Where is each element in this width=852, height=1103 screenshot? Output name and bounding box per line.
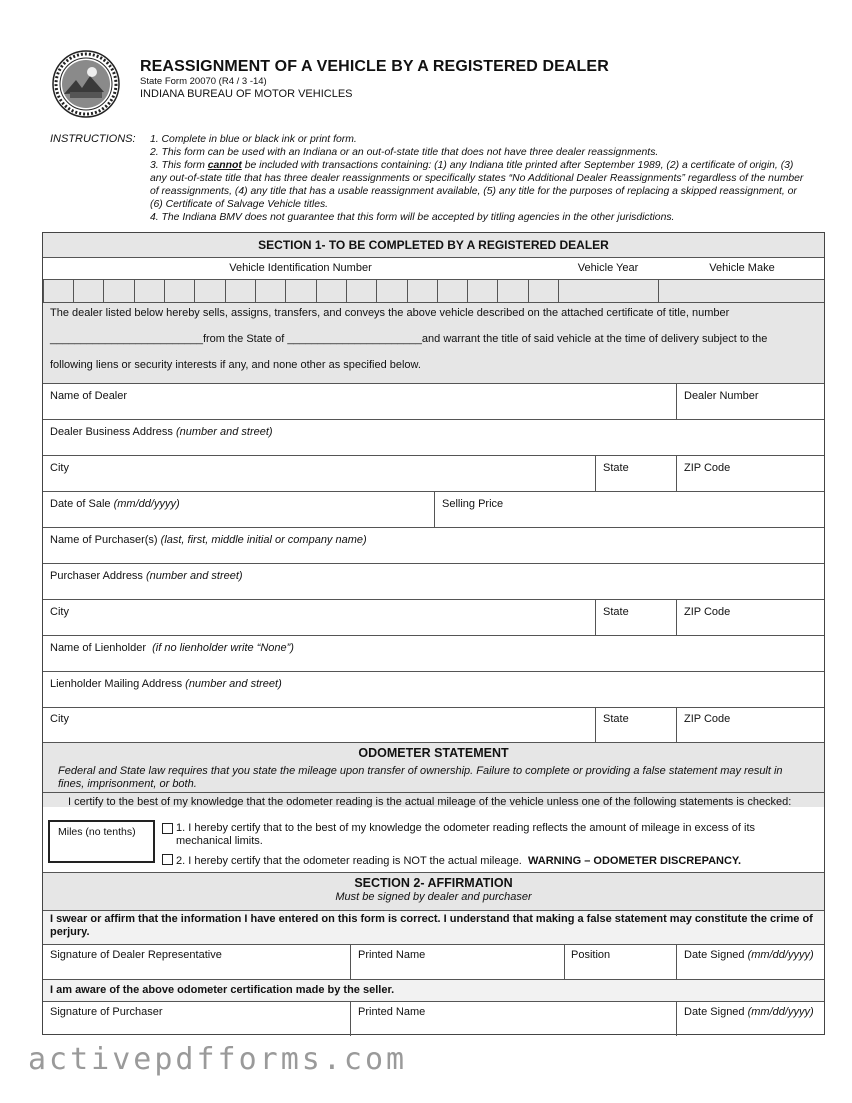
date-of-sale-text: Date of Sale (50, 498, 111, 510)
transfer-statement-line1: The dealer listed below hereby sells, assigns, transfers, and conveys the above vehicle described on the attached certificate of title, number (50, 307, 730, 319)
form-number: State Form 20070 (R4 / 3 -14) (140, 76, 267, 87)
dealer-printed-name-label: Printed Name (358, 949, 426, 961)
lienholder-city-label: City (50, 713, 69, 725)
dealer-address-hint: (number and street) (175, 426, 273, 438)
lienholder-address-label (50, 678, 282, 690)
instructions-list (150, 133, 805, 224)
vehicle-make-label: Vehicle Make (709, 262, 775, 274)
instruction-3-pre: 3. This form (150, 160, 208, 171)
purchaser-address-hint: (number and street) (146, 570, 243, 582)
transfer-statement-line2: _________________________from the State of ______________________and warrant the title of said vehicle at the time of delivery subject to the (50, 333, 768, 345)
odometer-certify-text: I certify to the best of my knowledge that the odometer reading is the actual mileage of the vehicle unless one of the following statements is checked: (68, 796, 792, 808)
dealer-name-label: Name of Dealer (50, 390, 128, 402)
lienholder-address-hint: (number and street) (185, 678, 282, 690)
section1-title: SECTION 1- TO BE COMPLETED BY A REGISTERED DEALER (258, 238, 609, 252)
vin-input[interactable] (43, 279, 558, 302)
odometer-title: ODOMETER STATEMENT (358, 746, 509, 760)
purchaser-state-label: State (603, 606, 629, 618)
purchaser-zip-label: ZIP Code (684, 606, 731, 618)
selling-price-label: Selling Price (442, 498, 504, 510)
purchaser-signature-label: Signature of Purchaser (50, 1006, 163, 1018)
lienholder-name-label (50, 642, 294, 654)
instructions-label: INSTRUCTIONS: (50, 133, 136, 145)
purchaser-printed-name-label: Printed Name (358, 1006, 426, 1018)
odometer-option-1 (162, 822, 802, 848)
section2-subtitle: Must be signed by dealer and purchaser (335, 891, 532, 903)
odometer-option-1-checkbox[interactable] (162, 823, 173, 834)
agency-name: INDIANA BUREAU OF MOTOR VEHICLES (140, 88, 353, 100)
dealer-city-label: City (50, 462, 69, 474)
purchaser-city-label: City (50, 606, 69, 618)
odometer-option-1-text: 1. I hereby certify that to the best of my knowledge the odometer reading reflects the amount of mileage in excess of its mechanical limits. (176, 822, 756, 847)
purchaser-name-text: Name of Purchaser(s) (50, 534, 158, 546)
indiana-state-seal-icon (52, 50, 120, 118)
transfer-statement-line3: following liens or security interests if any, and none other as specified below. (50, 359, 421, 371)
odometer-discrepancy-warning: WARNING – ODOMETER DISCREPANCY. (528, 855, 742, 867)
lienholder-name-text: Name of Lienholder (50, 642, 147, 654)
dealer-date-signed-hint: (mm/dd/yyyy) (747, 949, 814, 961)
purchaser-address-text: Purchaser Address (50, 570, 143, 582)
vehicle-year-label: Vehicle Year (577, 262, 639, 274)
odometer-warning: Federal and State law requires that you state the mileage upon transfer of ownership. Failure to complete or providing a false statement may result in fines, imprisonment, or both. (58, 765, 783, 790)
dealer-number-label: Dealer Number (684, 390, 759, 402)
odometer-option-2-checkbox[interactable] (162, 854, 173, 865)
instruction-1: 1. Complete in blue or black ink or print form. (150, 134, 357, 145)
odometer-option-2-text: 2. I hereby certify that the odometer reading is NOT the actual mileage. (176, 855, 522, 867)
lienholder-address-text: Lienholder Mailing Address (50, 678, 183, 690)
dealer-signature-label: Signature of Dealer Representative (50, 949, 222, 961)
purchaser-date-signed-hint: (mm/dd/yyyy) (747, 1006, 814, 1018)
purchaser-address-label (50, 570, 243, 582)
lienholder-name-hint: (if no lienholder write “None”) (152, 642, 294, 654)
form-table (42, 232, 825, 1035)
dealer-state-label: State (603, 462, 629, 474)
purchaser-date-signed-text: Date Signed (684, 1006, 745, 1018)
instruction-3-emphasis: cannot (207, 160, 242, 171)
instruction-3 (150, 159, 805, 211)
vehicle-make-input[interactable] (658, 279, 826, 302)
form-title: REASSIGNMENT OF A VEHICLE BY A REGISTERED DEALER (140, 58, 609, 75)
miles-label: Miles (no tenths) (58, 826, 136, 838)
dealer-address-text: Dealer Business Address (50, 426, 173, 438)
instruction-3-post: be included with transactions containing: (1) any Indiana title printed after September 1989, (2) a certificate of origin, (3) any out-of-state title that has three dealer reassignments or specifically states “No Additional Dealer Reassignments” regardless of the number of reassignments, (4) any title that has a usable reassignment available, (5) any title for the purposes of replacing a skipped reassignment, or (6) Certificate of Salvage Vehicle titles. (150, 160, 804, 210)
watermark: activepdfforms.com (28, 1042, 408, 1077)
lienholder-zip-label: ZIP Code (684, 713, 731, 725)
vehicle-year-input[interactable] (558, 279, 658, 302)
purchaser-name-label (50, 534, 367, 546)
date-of-sale-label (50, 498, 180, 510)
dealer-zip-label: ZIP Code (684, 462, 731, 474)
dealer-address-label (50, 426, 273, 438)
instruction-4: 4. The Indiana BMV does not guarantee that this form will be accepted by titling agencies in the other jurisdictions. (150, 212, 675, 223)
odometer-option-2 (162, 854, 741, 867)
dealer-date-signed-text: Date Signed (684, 949, 745, 961)
purchaser-name-hint: (last, first, middle initial or company name) (160, 534, 367, 546)
dealer-position-label: Position (571, 949, 611, 961)
dealer-date-signed-label (684, 949, 814, 961)
date-of-sale-hint: (mm/dd/yyyy) (113, 498, 180, 510)
aware-statement: I am aware of the above odometer certification made by the seller. (50, 984, 395, 996)
purchaser-date-signed-label (684, 1006, 814, 1018)
instruction-2: 2. This form can be used with an Indiana or an out-of-state title that does not have three dealer reassignments. (150, 147, 659, 158)
vin-label: Vehicle Identification Number (229, 262, 372, 274)
lienholder-state-label: State (603, 713, 629, 725)
section2-title: SECTION 2- AFFIRMATION (354, 876, 513, 890)
affirmation-text: I swear or affirm that the information I have entered on this form is correct. I understand that making a false statement may constitute the crime of perjury. (50, 913, 813, 938)
